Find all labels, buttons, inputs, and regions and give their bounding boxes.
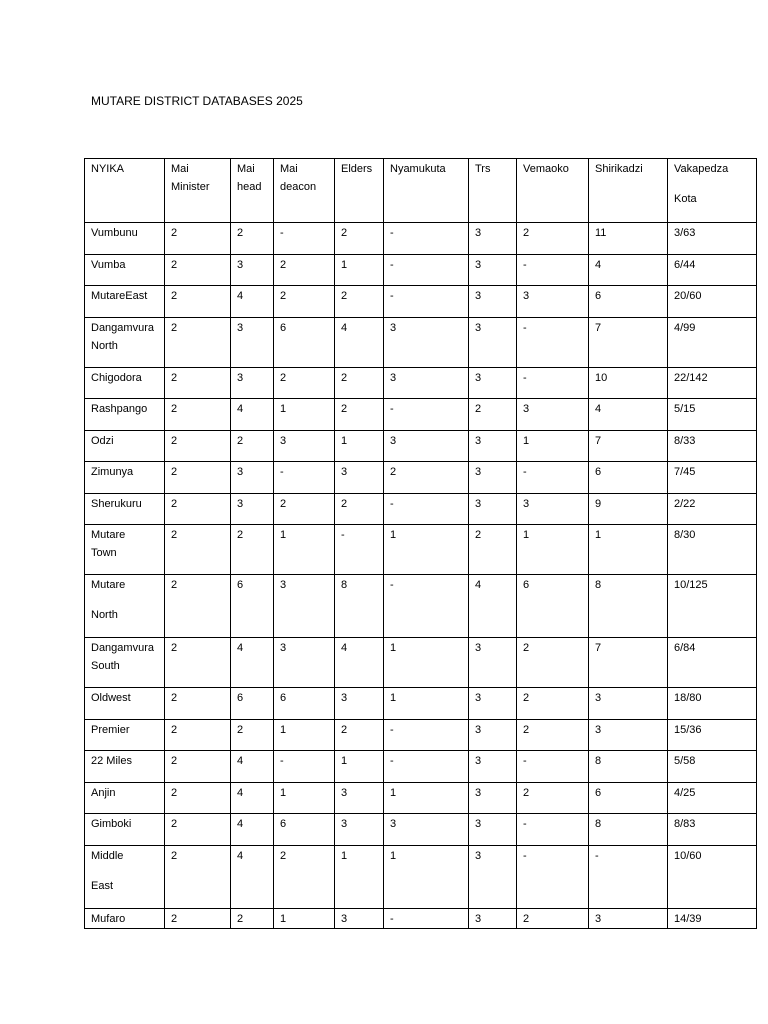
- cell-elders: 4: [335, 318, 384, 368]
- cell-trs: 4: [469, 575, 517, 638]
- cell-shirikadzi: 3: [589, 909, 668, 929]
- cell-mai-deacon: 1: [274, 399, 335, 431]
- cell-mai-minister: 2: [165, 846, 231, 909]
- cell-vakapedza-kota: 6/44: [668, 255, 757, 286]
- cell-mai-deacon: 6: [274, 688, 335, 720]
- cell-elders: 2: [335, 368, 384, 399]
- cell-vakapedza-kota: 14/39: [668, 909, 757, 929]
- cell-nyamukuta: -: [384, 286, 469, 318]
- cell-mai-deacon: 2: [274, 368, 335, 399]
- cell-trs: 3: [469, 286, 517, 318]
- cell-elders: 1: [335, 255, 384, 286]
- cell-mai-deacon: 6: [274, 318, 335, 368]
- cell-vemaoko: 2: [517, 688, 589, 720]
- cell-vakapedza-kota: 10/60: [668, 846, 757, 909]
- cell-mai-head: 3: [231, 255, 274, 286]
- cell-nyamukuta: 3: [384, 814, 469, 846]
- table-row: [85, 638, 757, 688]
- cell-shirikadzi: 3: [589, 688, 668, 720]
- header-row: [85, 159, 757, 223]
- cell-mai-minister: 2: [165, 814, 231, 846]
- cell-nyika: Odzi: [85, 431, 165, 462]
- cell-shirikadzi: -: [589, 846, 668, 909]
- cell-trs: 3: [469, 814, 517, 846]
- cell-vakapedza-kota: 6/84: [668, 638, 757, 688]
- cell-vakapedza-kota: 18/80: [668, 688, 757, 720]
- cell-vakapedza-kota: 4/25: [668, 783, 757, 814]
- cell-shirikadzi: 9: [589, 494, 668, 525]
- cell-vemaoko: 2: [517, 720, 589, 751]
- cell-vakapedza-kota: 2/22: [668, 494, 757, 525]
- cell-mai-head: 4: [231, 846, 274, 909]
- header-shirikadzi: Shirikadzi: [589, 159, 668, 223]
- header-trs: Trs: [469, 159, 517, 223]
- cell-shirikadzi: 8: [589, 575, 668, 638]
- cell-shirikadzi: 11: [589, 223, 668, 255]
- cell-mai-minister: 2: [165, 525, 231, 575]
- cell-shirikadzi: 1: [589, 525, 668, 575]
- cell-mai-deacon: -: [274, 751, 335, 783]
- cell-mai-minister: 2: [165, 720, 231, 751]
- cell-nyika: Mutare North: [85, 575, 165, 638]
- cell-mai-deacon: 3: [274, 638, 335, 688]
- cell-vakapedza-kota: 8/30: [668, 525, 757, 575]
- cell-vemaoko: -: [517, 255, 589, 286]
- cell-nyika: Gimboki: [85, 814, 165, 846]
- header-nyamukuta: Nyamukuta: [384, 159, 469, 223]
- cell-elders: 3: [335, 462, 384, 494]
- cell-mai-minister: 2: [165, 638, 231, 688]
- cell-nyika: Vumbunu: [85, 223, 165, 255]
- cell-mai-minister: 2: [165, 399, 231, 431]
- cell-mai-head: 4: [231, 638, 274, 688]
- table-row: [85, 431, 757, 462]
- cell-trs: 3: [469, 688, 517, 720]
- cell-nyika: Oldwest: [85, 688, 165, 720]
- cell-elders: 4: [335, 638, 384, 688]
- header-elders: Elders: [335, 159, 384, 223]
- cell-mai-deacon: 2: [274, 255, 335, 286]
- table-row: [85, 368, 757, 399]
- cell-trs: 3: [469, 223, 517, 255]
- cell-elders: 1: [335, 431, 384, 462]
- cell-nyamukuta: -: [384, 751, 469, 783]
- cell-vemaoko: 6: [517, 575, 589, 638]
- cell-nyamukuta: -: [384, 399, 469, 431]
- cell-mai-deacon: 1: [274, 525, 335, 575]
- cell-mai-deacon: 1: [274, 720, 335, 751]
- cell-vakapedza-kota: 5/15: [668, 399, 757, 431]
- cell-vemaoko: 2: [517, 783, 589, 814]
- cell-trs: 3: [469, 846, 517, 909]
- document-title: MUTARE DISTRICT DATABASES 2025: [91, 94, 303, 108]
- cell-elders: 3: [335, 688, 384, 720]
- cell-shirikadzi: 10: [589, 368, 668, 399]
- cell-mai-minister: 2: [165, 909, 231, 929]
- cell-vakapedza-kota: 5/58: [668, 751, 757, 783]
- cell-vemaoko: -: [517, 368, 589, 399]
- cell-mai-minister: 2: [165, 255, 231, 286]
- table-row: [85, 525, 757, 575]
- cell-elders: 3: [335, 909, 384, 929]
- cell-shirikadzi: 4: [589, 255, 668, 286]
- cell-nyika: Dangamvura North: [85, 318, 165, 368]
- cell-shirikadzi: 6: [589, 286, 668, 318]
- cell-vakapedza-kota: 3/63: [668, 223, 757, 255]
- cell-elders: 2: [335, 720, 384, 751]
- cell-mai-head: 2: [231, 223, 274, 255]
- table-row: [85, 814, 757, 846]
- table-row: [85, 783, 757, 814]
- cell-mai-deacon: 6: [274, 814, 335, 846]
- cell-mai-minister: 2: [165, 318, 231, 368]
- cell-mai-head: 2: [231, 431, 274, 462]
- table-row: [85, 575, 757, 638]
- cell-vemaoko: 1: [517, 431, 589, 462]
- cell-vemaoko: -: [517, 814, 589, 846]
- cell-vakapedza-kota: 7/45: [668, 462, 757, 494]
- cell-shirikadzi: 7: [589, 318, 668, 368]
- cell-mai-deacon: 3: [274, 575, 335, 638]
- cell-nyamukuta: 1: [384, 688, 469, 720]
- cell-mai-minister: 2: [165, 494, 231, 525]
- cell-mai-minister: 2: [165, 431, 231, 462]
- cell-mai-minister: 2: [165, 688, 231, 720]
- cell-vemaoko: -: [517, 751, 589, 783]
- cell-nyamukuta: 3: [384, 318, 469, 368]
- cell-nyamukuta: -: [384, 223, 469, 255]
- cell-shirikadzi: 7: [589, 638, 668, 688]
- cell-mai-head: 6: [231, 575, 274, 638]
- cell-mai-minister: 2: [165, 223, 231, 255]
- header-mai-minister: Mai Minister: [165, 159, 231, 223]
- header-vakapedza-kota: Vakapedza Kota: [668, 159, 757, 223]
- table-row: [85, 720, 757, 751]
- table-row: [85, 688, 757, 720]
- cell-nyamukuta: 1: [384, 846, 469, 909]
- cell-nyamukuta: 3: [384, 431, 469, 462]
- cell-vemaoko: -: [517, 846, 589, 909]
- cell-nyamukuta: -: [384, 575, 469, 638]
- cell-trs: 2: [469, 399, 517, 431]
- cell-elders: 2: [335, 399, 384, 431]
- cell-shirikadzi: 6: [589, 783, 668, 814]
- cell-nyika: Dangamvura South: [85, 638, 165, 688]
- cell-elders: 3: [335, 814, 384, 846]
- cell-vakapedza-kota: 20/60: [668, 286, 757, 318]
- cell-trs: 3: [469, 255, 517, 286]
- cell-mai-deacon: -: [274, 462, 335, 494]
- cell-nyamukuta: -: [384, 909, 469, 929]
- cell-mai-head: 4: [231, 814, 274, 846]
- cell-mai-deacon: -: [274, 223, 335, 255]
- cell-vemaoko: 1: [517, 525, 589, 575]
- cell-vakapedza-kota: 8/33: [668, 431, 757, 462]
- table-row: [85, 462, 757, 494]
- cell-shirikadzi: 4: [589, 399, 668, 431]
- table-row: [85, 751, 757, 783]
- cell-mai-head: 2: [231, 909, 274, 929]
- cell-mai-head: 3: [231, 318, 274, 368]
- cell-nyika: Vumba: [85, 255, 165, 286]
- cell-trs: 3: [469, 720, 517, 751]
- cell-trs: 3: [469, 909, 517, 929]
- cell-nyamukuta: 1: [384, 783, 469, 814]
- cell-mai-head: 3: [231, 368, 274, 399]
- cell-mai-minister: 2: [165, 783, 231, 814]
- cell-vakapedza-kota: 4/99: [668, 318, 757, 368]
- cell-shirikadzi: 7: [589, 431, 668, 462]
- cell-trs: 3: [469, 368, 517, 399]
- cell-elders: 2: [335, 286, 384, 318]
- cell-nyika: Rashpango: [85, 399, 165, 431]
- cell-nyika: Mufaro: [85, 909, 165, 929]
- district-database-table: [84, 158, 757, 929]
- cell-nyika: Premier: [85, 720, 165, 751]
- cell-trs: 3: [469, 462, 517, 494]
- cell-mai-minister: 2: [165, 462, 231, 494]
- header-nyika: NYIKA: [85, 159, 165, 223]
- cell-nyika: Middle East: [85, 846, 165, 909]
- cell-mai-deacon: 2: [274, 846, 335, 909]
- cell-elders: 2: [335, 223, 384, 255]
- cell-mai-deacon: 2: [274, 494, 335, 525]
- cell-nyika: Mutare Town: [85, 525, 165, 575]
- table-row: [85, 494, 757, 525]
- table-row: [85, 846, 757, 909]
- cell-mai-head: 4: [231, 286, 274, 318]
- cell-mai-deacon: 2: [274, 286, 335, 318]
- cell-mai-minister: 2: [165, 286, 231, 318]
- cell-mai-deacon: 1: [274, 909, 335, 929]
- header-mai-deacon: Mai deacon: [274, 159, 335, 223]
- cell-trs: 3: [469, 318, 517, 368]
- table-row: [85, 909, 757, 929]
- cell-nyamukuta: -: [384, 494, 469, 525]
- cell-vakapedza-kota: 22/142: [668, 368, 757, 399]
- cell-elders: 1: [335, 751, 384, 783]
- cell-trs: 3: [469, 494, 517, 525]
- cell-nyamukuta: 1: [384, 638, 469, 688]
- cell-mai-head: 4: [231, 751, 274, 783]
- cell-vemaoko: 2: [517, 638, 589, 688]
- cell-nyika: Chigodora: [85, 368, 165, 399]
- cell-vemaoko: 3: [517, 399, 589, 431]
- cell-nyamukuta: 2: [384, 462, 469, 494]
- cell-elders: 2: [335, 494, 384, 525]
- table-row: [85, 223, 757, 255]
- cell-nyamukuta: 1: [384, 525, 469, 575]
- cell-mai-head: 3: [231, 494, 274, 525]
- cell-mai-head: 2: [231, 525, 274, 575]
- header-mai-head: Mai head: [231, 159, 274, 223]
- cell-vakapedza-kota: 10/125: [668, 575, 757, 638]
- cell-shirikadzi: 3: [589, 720, 668, 751]
- cell-mai-head: 6: [231, 688, 274, 720]
- cell-elders: -: [335, 525, 384, 575]
- cell-nyika: Anjin: [85, 783, 165, 814]
- cell-nyamukuta: -: [384, 720, 469, 751]
- cell-vemaoko: 2: [517, 909, 589, 929]
- cell-nyika: 22 Miles: [85, 751, 165, 783]
- cell-elders: 3: [335, 783, 384, 814]
- cell-vemaoko: -: [517, 462, 589, 494]
- cell-vemaoko: 3: [517, 494, 589, 525]
- table-row: [85, 399, 757, 431]
- cell-mai-head: 4: [231, 399, 274, 431]
- cell-nyika: MutareEast: [85, 286, 165, 318]
- cell-trs: 3: [469, 638, 517, 688]
- cell-mai-minister: 2: [165, 751, 231, 783]
- cell-trs: 3: [469, 783, 517, 814]
- cell-elders: 1: [335, 846, 384, 909]
- table-body: [85, 159, 757, 929]
- cell-nyika: Zimunya: [85, 462, 165, 494]
- cell-mai-minister: 2: [165, 575, 231, 638]
- header-vemaoko: Vemaoko: [517, 159, 589, 223]
- table-row: [85, 255, 757, 286]
- cell-shirikadzi: 8: [589, 751, 668, 783]
- cell-vemaoko: -: [517, 318, 589, 368]
- cell-trs: 2: [469, 525, 517, 575]
- cell-mai-head: 2: [231, 720, 274, 751]
- cell-vemaoko: 2: [517, 223, 589, 255]
- cell-mai-minister: 2: [165, 368, 231, 399]
- cell-nyika: Sherukuru: [85, 494, 165, 525]
- table-row: [85, 318, 757, 368]
- cell-elders: 8: [335, 575, 384, 638]
- cell-mai-head: 3: [231, 462, 274, 494]
- cell-mai-deacon: 3: [274, 431, 335, 462]
- cell-shirikadzi: 8: [589, 814, 668, 846]
- cell-mai-deacon: 1: [274, 783, 335, 814]
- cell-nyamukuta: -: [384, 255, 469, 286]
- cell-shirikadzi: 6: [589, 462, 668, 494]
- cell-vemaoko: 3: [517, 286, 589, 318]
- cell-nyamukuta: 3: [384, 368, 469, 399]
- cell-vakapedza-kota: 15/36: [668, 720, 757, 751]
- table-row: [85, 286, 757, 318]
- cell-vakapedza-kota: 8/83: [668, 814, 757, 846]
- cell-trs: 3: [469, 431, 517, 462]
- cell-trs: 3: [469, 751, 517, 783]
- cell-mai-head: 4: [231, 783, 274, 814]
